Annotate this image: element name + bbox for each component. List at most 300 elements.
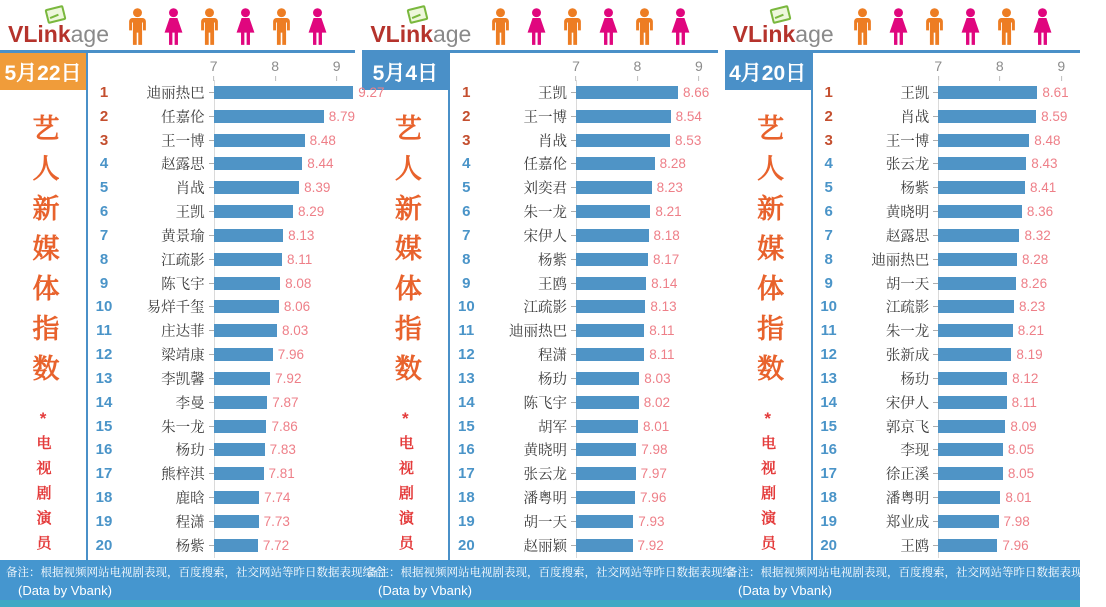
table-row xyxy=(813,224,1080,247)
rank-number: 7 xyxy=(99,226,109,244)
bar-track xyxy=(576,299,718,314)
artist-name: 江疏影 xyxy=(161,252,205,269)
value-label: 7.92 xyxy=(637,537,664,553)
value-label: 8.66 xyxy=(682,85,710,100)
table-row xyxy=(813,295,1080,318)
panel-main xyxy=(362,50,717,560)
bar-track xyxy=(576,514,718,529)
rank-number: 1 xyxy=(462,84,471,101)
artist-name: 赵露思 xyxy=(885,228,930,245)
bar-track xyxy=(214,490,356,505)
table-row xyxy=(450,200,717,223)
note-block xyxy=(360,565,734,600)
rank-number: 12 xyxy=(457,346,475,364)
rank-number: 6 xyxy=(462,203,471,221)
bar-track xyxy=(938,299,1080,314)
table-row xyxy=(88,272,355,295)
bar-track xyxy=(214,323,356,338)
table-row xyxy=(813,200,1080,223)
artist-name: 李现 xyxy=(900,443,930,460)
artist-name: 王凯 xyxy=(900,86,930,102)
table-row xyxy=(450,510,717,533)
artist-name: 胡一天 xyxy=(523,514,567,531)
value-label: 7.97 xyxy=(640,466,667,482)
bar-track xyxy=(214,299,356,314)
index-bar xyxy=(938,205,1022,218)
value-label: 8.03 xyxy=(644,370,671,386)
table-row xyxy=(813,129,1080,152)
female-icon xyxy=(523,8,550,46)
table-row xyxy=(450,319,717,342)
artist-name: 朱一龙 xyxy=(161,419,205,436)
value-label: 8.54 xyxy=(675,108,702,124)
bar-track xyxy=(214,538,356,553)
people-icons-row xyxy=(124,8,341,46)
table-row xyxy=(813,486,1080,509)
female-icon xyxy=(1029,8,1056,46)
table-row xyxy=(813,367,1080,390)
rank-number: 13 xyxy=(457,369,475,387)
artist-name: 王一博 xyxy=(161,133,205,150)
note-text: 备注：根据视频网站电视剧表现，百度搜索，社交网站等昨日数据表现综 xyxy=(366,567,734,579)
bar-track xyxy=(214,180,356,195)
male-icon xyxy=(993,8,1020,46)
artist-name: 潘粤明 xyxy=(523,491,567,508)
index-bar xyxy=(576,300,645,313)
bar-track xyxy=(214,347,356,362)
artist-name: 易烊千玺 xyxy=(146,300,205,317)
vertical-title: 艺人新媒体指数 xyxy=(753,114,784,394)
value-label: 8.48 xyxy=(1034,132,1061,148)
ranking-rows xyxy=(88,81,385,560)
index-bar xyxy=(214,157,303,170)
bar-track xyxy=(576,228,718,243)
value-label: 8.21 xyxy=(1017,323,1044,339)
male-icon xyxy=(124,8,151,46)
value-label: 8.03 xyxy=(281,323,309,339)
male-icon xyxy=(559,8,586,46)
rank-number: 18 xyxy=(95,489,113,507)
value-label: 7.96 xyxy=(1002,537,1029,553)
bar-track xyxy=(576,419,718,434)
value-label: 8.05 xyxy=(1007,466,1035,482)
date-badge: 4月20日 xyxy=(725,53,811,90)
index-bar xyxy=(214,300,279,313)
table-row xyxy=(88,176,355,199)
table-row xyxy=(450,391,717,414)
index-bar xyxy=(214,324,277,337)
value-label: 7.98 xyxy=(1003,513,1030,529)
date-badge: 5月4日 xyxy=(362,53,448,90)
artist-name: 陈飞宇 xyxy=(523,395,567,412)
axis-tick: 7 xyxy=(934,58,942,81)
bar-track xyxy=(576,395,718,410)
value-label: 8.32 xyxy=(1024,227,1051,243)
rank-number: 15 xyxy=(457,417,475,435)
bar-track xyxy=(938,228,1080,243)
index-bar xyxy=(576,134,670,147)
panel-apr-20 xyxy=(725,0,1080,560)
value-label: 7.96 xyxy=(640,490,667,506)
artist-name: 程潇 xyxy=(537,348,567,365)
artist-name: 潘粤明 xyxy=(885,491,930,508)
artist-name: 任嘉伦 xyxy=(161,109,205,126)
index-bar xyxy=(214,134,305,147)
value-label: 8.29 xyxy=(297,204,325,220)
table-row xyxy=(450,129,717,152)
table-row xyxy=(450,152,717,175)
bar-track xyxy=(938,85,1080,100)
people-icons-row xyxy=(487,8,704,46)
value-label: 8.18 xyxy=(653,227,680,243)
female-icon xyxy=(304,8,331,46)
axis-tick: 9 xyxy=(333,58,341,81)
table-row xyxy=(813,272,1080,295)
logo-text-suffix: age xyxy=(432,21,472,47)
table-row xyxy=(813,176,1080,199)
artist-name: 杨玏 xyxy=(900,371,930,388)
artist-name: 肖战 xyxy=(537,133,567,150)
table-row xyxy=(450,343,717,366)
value-label: 8.11 xyxy=(1011,394,1037,410)
bar-track xyxy=(576,490,718,505)
bar-track xyxy=(214,228,356,243)
artist-name: 迪丽热巴 xyxy=(508,324,567,341)
artist-name: 杨紫 xyxy=(537,252,567,269)
male-icon xyxy=(631,8,658,46)
rank-number: 2 xyxy=(99,107,109,125)
rank-number: 17 xyxy=(95,465,113,483)
table-row xyxy=(88,152,355,175)
table-row xyxy=(88,129,355,152)
axis-tick: 8 xyxy=(996,58,1004,81)
table-row xyxy=(88,534,355,557)
table-row xyxy=(813,391,1080,414)
bar-track xyxy=(214,85,385,100)
index-bar xyxy=(938,229,1019,242)
x-axis xyxy=(450,53,717,81)
rank-number: 4 xyxy=(824,155,833,173)
rank-number: 14 xyxy=(95,393,113,411)
vlinkage-logo xyxy=(370,9,471,46)
value-label: 7.72 xyxy=(262,537,290,553)
bar-track xyxy=(214,442,356,457)
index-bar xyxy=(938,300,1014,313)
bar-track xyxy=(938,204,1080,219)
bar-track xyxy=(938,347,1080,362)
bar-track xyxy=(938,490,1080,505)
bar-track xyxy=(576,538,718,553)
table-row xyxy=(813,81,1080,104)
bar-track xyxy=(214,395,356,410)
bar-track xyxy=(938,180,1080,195)
value-label: 8.44 xyxy=(307,156,334,172)
index-bar xyxy=(938,443,1003,456)
value-label: 7.93 xyxy=(638,513,665,529)
artist-name: 李凯馨 xyxy=(161,371,205,388)
table-row xyxy=(450,176,717,199)
value-label: 7.74 xyxy=(264,490,291,506)
table-row xyxy=(813,152,1080,175)
index-bar xyxy=(576,229,649,242)
index-bar xyxy=(938,253,1017,266)
bar-track xyxy=(214,514,356,529)
asterisk-mark: * xyxy=(39,409,47,428)
artist-name: 杨紫 xyxy=(175,538,205,555)
bar-track xyxy=(214,133,356,148)
axis-tick: 8 xyxy=(271,58,279,81)
bar-track xyxy=(214,371,356,386)
index-bar xyxy=(576,467,636,480)
index-bar xyxy=(214,467,264,480)
index-bar xyxy=(576,324,644,337)
value-label: 8.11 xyxy=(649,323,675,339)
index-bar xyxy=(576,443,636,456)
bar-track xyxy=(576,276,718,291)
left-column xyxy=(0,53,88,560)
bar-track xyxy=(938,109,1080,124)
index-bar xyxy=(938,396,1006,409)
bar-track xyxy=(938,371,1080,386)
male-icon xyxy=(487,8,514,46)
table-row xyxy=(88,462,355,485)
artist-name: 王一博 xyxy=(885,133,930,150)
index-bar xyxy=(576,253,648,266)
logo-text-main: VLink xyxy=(8,21,71,47)
rank-number: 16 xyxy=(457,441,475,459)
table-row xyxy=(88,248,355,271)
index-bar xyxy=(576,515,633,528)
value-label: 8.09 xyxy=(1010,418,1037,434)
index-bar xyxy=(214,396,268,409)
rank-number: 15 xyxy=(820,417,837,435)
index-bar xyxy=(938,134,1029,147)
artist-name: 宋伊人 xyxy=(523,228,567,245)
artist-name: 胡军 xyxy=(537,419,567,436)
value-label: 8.11 xyxy=(286,251,313,267)
artist-name: 江疏影 xyxy=(523,300,567,317)
index-bar xyxy=(214,229,283,242)
table-row xyxy=(88,343,355,366)
table-row xyxy=(88,367,355,390)
index-bar xyxy=(576,277,646,290)
logo-text-suffix: age xyxy=(70,21,109,47)
artist-name: 徐正溪 xyxy=(885,467,930,484)
value-label: 8.01 xyxy=(643,418,670,434)
rank-number: 4 xyxy=(462,155,471,173)
value-label: 8.59 xyxy=(1041,108,1068,124)
bar-track xyxy=(938,514,1080,529)
index-bar xyxy=(214,348,273,361)
value-label: 8.01 xyxy=(1005,490,1032,506)
artist-name: 杨紫 xyxy=(900,181,930,198)
bar-track xyxy=(576,466,718,481)
value-label: 7.73 xyxy=(263,513,290,529)
rank-number: 13 xyxy=(95,369,113,387)
panel-main xyxy=(725,50,1080,560)
x-axis xyxy=(813,53,1080,81)
rank-number: 11 xyxy=(458,322,475,340)
index-bar xyxy=(214,372,271,385)
value-label: 8.41 xyxy=(1030,180,1057,196)
rank-number: 19 xyxy=(820,512,837,530)
rank-number: 8 xyxy=(99,250,109,268)
table-row xyxy=(450,462,717,485)
bar-track xyxy=(938,538,1080,553)
rank-number: 8 xyxy=(824,250,833,268)
value-label: 8.36 xyxy=(1026,204,1054,220)
value-label: 8.28 xyxy=(659,156,686,172)
female-icon xyxy=(885,8,912,46)
artist-name: 朱一龙 xyxy=(885,324,930,341)
bar-track xyxy=(938,395,1080,410)
index-bar xyxy=(576,539,633,552)
table-row xyxy=(813,105,1080,128)
date-badge: 5月22日 xyxy=(0,53,86,90)
bar-track xyxy=(214,466,356,481)
index-bar xyxy=(576,181,652,194)
male-icon xyxy=(268,8,295,46)
rank-number: 19 xyxy=(95,512,113,530)
index-bar xyxy=(214,277,280,290)
value-label: 7.98 xyxy=(641,442,668,458)
panel-main xyxy=(0,50,385,560)
value-label: 9.27 xyxy=(358,85,385,100)
table-row xyxy=(450,224,717,247)
artist-name: 江疏影 xyxy=(885,300,930,317)
table-row xyxy=(88,391,355,414)
table-row xyxy=(88,486,355,509)
axis-tick: 9 xyxy=(695,58,703,81)
index-bar xyxy=(576,157,655,170)
index-bar xyxy=(214,515,259,528)
index-bar xyxy=(576,348,644,361)
index-bar xyxy=(938,110,1036,123)
index-bar xyxy=(576,205,650,218)
value-label: 8.39 xyxy=(304,180,331,196)
rank-number: 19 xyxy=(457,512,475,530)
artist-name: 肖战 xyxy=(900,109,930,126)
bar-track xyxy=(214,252,356,267)
bar-track xyxy=(576,109,718,124)
value-label: 8.02 xyxy=(643,394,671,410)
rank-number: 8 xyxy=(462,250,471,268)
artist-name: 李曼 xyxy=(175,395,205,412)
index-bar xyxy=(938,157,1026,170)
bar-track xyxy=(576,252,718,267)
vertical-subtitle: 电视剧演员 xyxy=(759,435,777,560)
value-label: 7.92 xyxy=(275,370,302,386)
rank-number: 7 xyxy=(462,226,471,244)
rank-number: 20 xyxy=(820,536,837,554)
bar-track xyxy=(576,156,718,171)
rank-number: 1 xyxy=(824,84,833,101)
table-row xyxy=(450,248,717,271)
bar-track xyxy=(214,419,356,434)
value-label: 8.19 xyxy=(1016,347,1043,363)
axis-tick: 7 xyxy=(210,58,218,81)
note-block xyxy=(720,565,1106,600)
bar-track xyxy=(576,133,718,148)
index-bar xyxy=(576,372,639,385)
rank-number: 6 xyxy=(99,203,109,221)
artist-name: 王凯 xyxy=(537,86,567,102)
rank-number: 20 xyxy=(457,536,475,554)
bar-track xyxy=(214,204,356,219)
table-row xyxy=(88,224,355,247)
people-icons-row xyxy=(849,8,1066,46)
index-bar xyxy=(214,539,258,552)
rank-number: 17 xyxy=(457,465,475,483)
artist-name: 杨玏 xyxy=(175,443,205,460)
value-label: 8.61 xyxy=(1042,85,1069,100)
index-bar xyxy=(938,491,1000,504)
data-credit: (Data by Vbank) xyxy=(738,583,832,599)
artist-name: 任嘉伦 xyxy=(523,157,567,174)
bar-track xyxy=(214,109,356,124)
artist-name: 杨玏 xyxy=(537,371,567,388)
vertical-title: 艺人新媒体指数 xyxy=(390,114,421,394)
rank-number: 4 xyxy=(99,155,109,173)
artist-name: 肖战 xyxy=(175,181,205,198)
note-block xyxy=(0,565,386,600)
table-row xyxy=(813,415,1080,438)
rank-number: 20 xyxy=(95,536,113,554)
artist-name: 庄达菲 xyxy=(161,324,205,341)
artist-name: 宋伊人 xyxy=(885,395,930,412)
bar-chart xyxy=(450,53,717,560)
value-label: 8.79 xyxy=(328,108,356,124)
rank-number: 2 xyxy=(824,107,833,125)
artist-name: 王一博 xyxy=(523,109,567,126)
rank-number: 18 xyxy=(457,489,475,507)
rank-number: 5 xyxy=(462,179,471,197)
table-row xyxy=(813,343,1080,366)
index-bar xyxy=(938,539,997,552)
table-row xyxy=(88,415,355,438)
table-row xyxy=(450,81,717,104)
artist-name: 郑业成 xyxy=(885,514,930,531)
value-label: 8.06 xyxy=(283,299,311,315)
male-icon xyxy=(921,8,948,46)
value-label: 8.14 xyxy=(651,275,678,291)
bar-track xyxy=(938,442,1080,457)
rank-number: 2 xyxy=(462,107,471,125)
artist-name: 赵露思 xyxy=(161,157,205,174)
value-label: 8.13 xyxy=(288,227,315,243)
index-bar xyxy=(938,515,998,528)
panel-header xyxy=(725,0,1080,50)
bar-track xyxy=(576,85,718,100)
index-bar xyxy=(938,324,1012,337)
rank-number: 1 xyxy=(99,84,109,101)
value-label: 8.23 xyxy=(656,180,683,196)
rank-number: 12 xyxy=(820,346,837,364)
rank-number: 12 xyxy=(95,346,113,364)
bar-track xyxy=(938,276,1080,291)
asterisk-mark: * xyxy=(764,409,771,428)
rank-number: 3 xyxy=(824,131,833,149)
rank-number: 6 xyxy=(824,203,833,221)
rank-number: 5 xyxy=(99,179,109,197)
value-label: 8.53 xyxy=(675,132,702,148)
rank-number: 14 xyxy=(457,393,475,411)
panel-header xyxy=(0,0,355,50)
rank-number: 16 xyxy=(95,441,113,459)
index-bar xyxy=(938,348,1011,361)
bar-track xyxy=(214,276,356,291)
female-icon xyxy=(595,8,622,46)
